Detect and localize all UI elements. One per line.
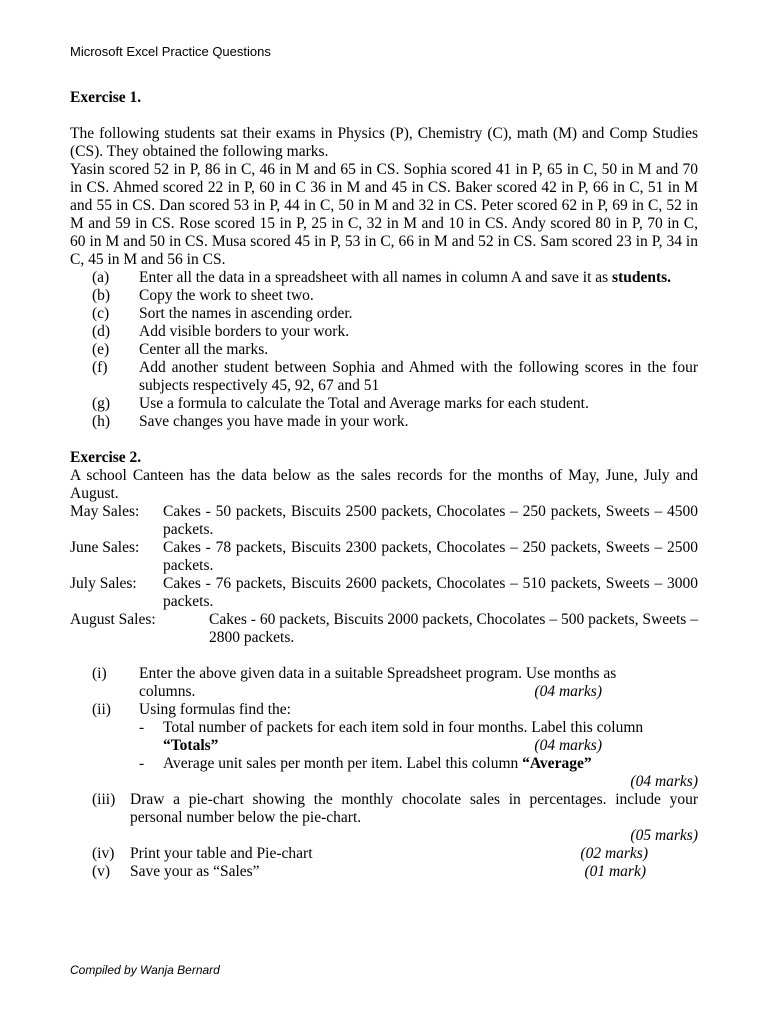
sales-june: June Sales: Cakes - 78 packets, Biscuits 2300 packets, Chocolates – 250 packets, Sweets – 2500 packets.	[70, 539, 698, 574]
task-f: (f) Add another student between Sophia and Ahmed with the following scores in the four subjects respectively 45, 92, 67 and 51	[92, 359, 698, 394]
question-ii-totals: - Total number of packets for each item sold in four months. Label this column “Totals” (04 marks)	[139, 719, 644, 754]
page-footer: Compiled by Wanja Bernard	[70, 963, 220, 977]
sales-may: May Sales: Cakes - 50 packets, Biscuits 2500 packets, Chocolates – 250 packets, Sweets – 4500 packets.	[70, 503, 698, 538]
exercise-1-marks-text: Yasin scored 52 in P, 86 in C, 46 in M and 65 in CS. Sophia scored 41 in P, 65 in C, 50 in M and 70 in CS. Ahmed scored 22 in P, 60 in C 36 in M and 45 in CS. Baker scored 42 in P, 66 in C, 51 in M and 55 in CS. Dan scored 53 in P, 44 in C, 50 in M and 32 in CS. Peter scored 62 in P, 69 in C, 52 in M and 59 in CS. Rose scored 15 in P, 25 in C, 32 in M and 10 in CS. Andy scored 80 in P, 70 in C, 60 in M and 50 in CS. Musa scored 45 in P, 53 in C, 66 in M and 52 in CS. Sam scored 23 in P, 34 in C, 45 in M and 56 in CS.	[70, 161, 698, 268]
task-b: (b) Copy the work to sheet two.	[92, 287, 314, 304]
marks-label: (04 marks)	[630, 773, 698, 790]
question-i: (i) Enter the above given data in a suitable Spreadsheet program. Use months as columns. (04 marks)	[92, 665, 617, 700]
filename-students: students.	[612, 269, 672, 286]
question-ii: (ii) Using formulas find the: - Total number of packets for each item sold in four months. Label this column “Totals” (04 marks) - Average unit sales per month per item. Label this column “Average” (04 marks)	[92, 701, 698, 790]
sales-records	[70, 503, 698, 647]
task-d: (d) Add visible borders to your work.	[92, 323, 350, 340]
marks-label: (04 marks)	[534, 737, 602, 754]
marks-label: (02 marks)	[580, 845, 648, 862]
task-a: (a) Enter all the data in a spreadsheet with all names in column A and save it as students.	[92, 269, 672, 286]
task-g: (g) Use a formula to calculate the Total and Average marks for each student.	[92, 395, 589, 412]
marks-label: (01 mark)	[584, 863, 646, 880]
exercise-2-title: Exercise 2.	[70, 449, 142, 466]
task-h: (h) Save changes you have made in your work.	[92, 413, 409, 430]
task-c: (c) Sort the names in ascending order.	[92, 305, 353, 322]
sales-july: July Sales: Cakes - 76 packets, Biscuits 2600 packets, Chocolates – 510 packets, Sweets – 3000 packets.	[70, 575, 698, 610]
question-iv: (iv) Print your table and Pie-chart (02 marks)	[92, 845, 648, 862]
exercise-2-intro: A school Canteen has the data below as the sales records for the months of May, June, July and August.	[70, 467, 698, 502]
question-iii: (iii) Draw a pie-chart showing the monthly chocolate sales in percentages. include your personal number below the pie-chart. (05 marks)	[92, 791, 698, 844]
exercise-1-title: Exercise 1.	[70, 89, 142, 106]
exercise-1-intro: The following students sat their exams in Physics (P), Chemistry (C), math (M) and Comp Studies (CS). They obtained the following marks.	[70, 125, 698, 160]
marks-label: (04 marks)	[534, 683, 602, 700]
exercise-1-task-list	[70, 269, 698, 431]
question-v: (v) Save your as “Sales” (01 mark)	[92, 863, 646, 880]
task-e: (e) Center all the marks.	[92, 341, 269, 358]
document-body	[70, 89, 698, 881]
page-header: Microsoft Excel Practice Questions	[70, 44, 271, 59]
question-ii-average: - Average unit sales per month per item. Label this column “Average”	[139, 755, 592, 772]
sales-august: August Sales: Cakes - 60 packets, Biscuits 2000 packets, Chocolates – 500 packets, Sweets – 2800 packets.	[70, 611, 698, 646]
marks-label: (05 marks)	[630, 827, 698, 844]
